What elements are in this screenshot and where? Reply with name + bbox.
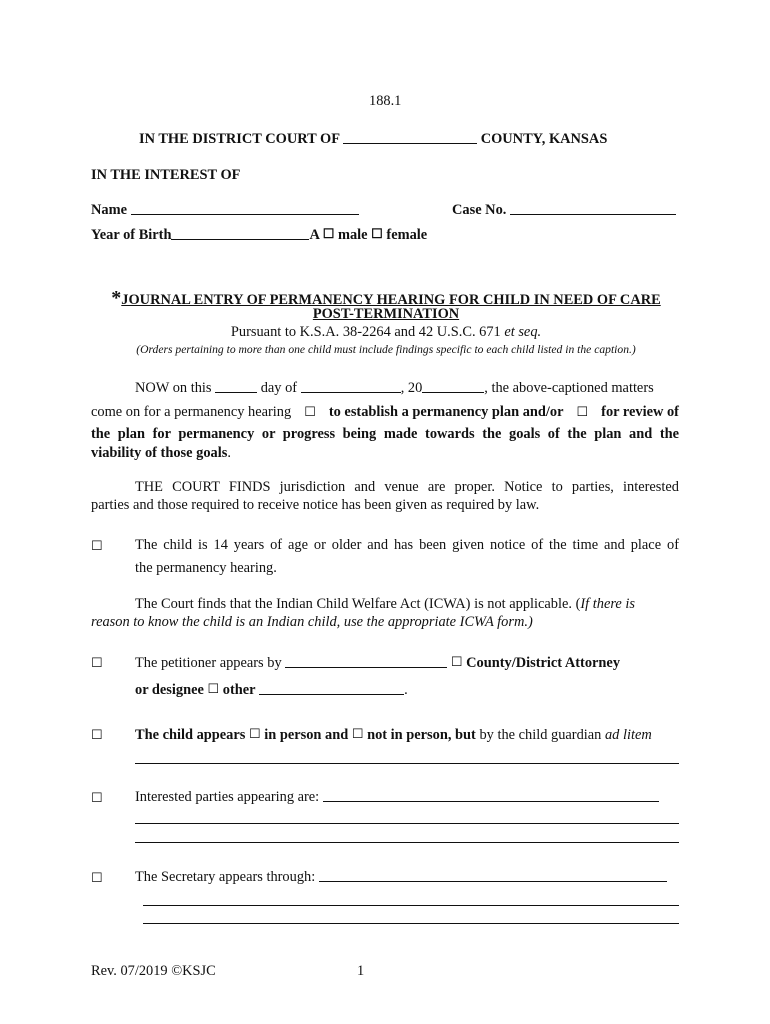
now-text: NOW on this [135, 380, 212, 396]
court-finds-line-1: THE COURT FINDS jurisdiction and venue are proper. Notice to parties, interested [135, 479, 679, 495]
female-checkbox[interactable]: ☐ [371, 226, 383, 241]
interested-parties-field[interactable] [323, 801, 659, 802]
child-14-line-2: the permanency hearing. [135, 560, 277, 576]
year-prefix-text: , 20 [400, 380, 423, 396]
county-attorney-label: County/District Attorney [466, 655, 621, 671]
not-in-person-text: not in person, but [367, 727, 476, 743]
male-checkbox[interactable]: ☐ [322, 226, 335, 241]
child-14-checkbox[interactable]: ☐ [91, 538, 103, 553]
interested-parties-blank-line-1[interactable] [135, 823, 679, 824]
day-of-text: day of [260, 380, 298, 396]
petitioner-line-1 [135, 654, 620, 672]
child-14-line-1: The child is 14 years of age or older and has been given notice of the time and place of [135, 537, 679, 553]
pursuant-text: Pursuant to K.S.A. 38-2264 and 42 U.S.C. 671 [230, 324, 501, 340]
viability-period: . [227, 445, 231, 461]
year-field[interactable] [422, 392, 484, 393]
child-appears-blank-line[interactable] [135, 763, 679, 764]
footer-revision: Rev. 07/2019 ©KSJC [91, 963, 216, 979]
court-header [139, 131, 607, 148]
icwa-text: The Court finds that the Indian Child Welfare Act (ICWA) is not applicable. ( [135, 596, 581, 612]
child-appears-text: The child appears [135, 727, 246, 743]
review-plan-text: for review of [601, 404, 679, 420]
year-of-birth-row [91, 226, 427, 244]
case-no-field[interactable] [510, 214, 676, 215]
name-row [91, 202, 359, 219]
in-person-text: in person and [264, 727, 349, 743]
viability-text: viability of those goals [91, 445, 228, 461]
footer-page-number: 1 [357, 963, 365, 979]
title-asterisk: * [111, 287, 122, 309]
title-line-1: JOURNAL ENTRY OF PERMANENCY HEARING FOR CHILD IN NEED OF CARE [121, 292, 661, 308]
icwa-italic-1: If there is [580, 596, 635, 612]
secretary-checkbox[interactable]: ☐ [91, 870, 103, 885]
title-line-2: POST-TERMINATION [312, 306, 460, 322]
petitioner-checkbox[interactable]: ☐ [91, 655, 103, 670]
child-appears-line [135, 726, 652, 744]
now-line-1 [135, 380, 654, 397]
interested-parties-line [135, 789, 659, 806]
case-no-row [452, 202, 676, 219]
interested-parties-label: Interested parties appearing are: [135, 789, 320, 805]
now-line-3: the plan for permanency or progress being made towards the goals of the plan and the [91, 426, 679, 442]
county-attorney-checkbox[interactable]: ☐ [450, 654, 463, 669]
other-label: other [222, 682, 256, 698]
child-appears-checkbox[interactable]: ☐ [91, 727, 103, 742]
petitioner-field[interactable] [285, 667, 447, 668]
county-blank[interactable] [343, 143, 477, 144]
ad-litem-text: ad litem [604, 727, 652, 743]
hearing-text: come on for a permanency hearing [91, 404, 292, 420]
secretary-label: The Secretary appears through: [135, 869, 316, 885]
establish-plan-checkbox[interactable]: ☐ [304, 404, 316, 419]
secretary-field[interactable] [319, 881, 667, 882]
in-person-checkbox[interactable]: ☐ [248, 726, 261, 741]
now-line-4 [91, 445, 231, 462]
other-field[interactable] [259, 694, 404, 695]
captioned-text: , the above-captioned matters [484, 380, 654, 396]
review-plan-checkbox[interactable]: ☐ [576, 404, 589, 419]
court-finds-line-2: parties and those required to receive notice has been given as required by law. [91, 497, 540, 513]
guardian-text: by the child guardian [479, 727, 602, 743]
male-label: male [337, 227, 368, 243]
interest-of-heading: IN THE INTEREST OF [91, 167, 241, 183]
court-prefix: IN THE DISTRICT COURT OF [139, 131, 340, 147]
establish-plan-text: to establish a permanency plan and/or [328, 404, 564, 420]
interested-parties-blank-line-2[interactable] [135, 842, 679, 843]
petitioner-line-2 [135, 681, 408, 699]
form-number: 188.1 [369, 93, 402, 109]
month-field[interactable] [301, 392, 401, 393]
designee-label: or designee [135, 682, 204, 698]
icwa-line-1 [135, 596, 635, 613]
petitioner-label: The petitioner appears by [135, 655, 282, 671]
court-suffix: COUNTY, KANSAS [480, 131, 608, 147]
year-of-birth-field[interactable] [171, 239, 309, 240]
name-label: Name [91, 202, 127, 218]
secretary-blank-line-2[interactable] [143, 923, 679, 924]
icwa-line-2: reason to know the child is an Indian child, use the appropriate ICWA form.) [91, 614, 533, 630]
other-checkbox[interactable]: ☐ [207, 681, 220, 696]
pursuant-italic: et seq. [504, 324, 542, 340]
secretary-line [135, 869, 667, 886]
case-no-label: Case No. [452, 202, 507, 218]
secretary-blank-line-1[interactable] [143, 905, 679, 906]
not-in-person-checkbox[interactable]: ☐ [351, 726, 364, 741]
female-label: female [386, 227, 428, 243]
day-field[interactable] [215, 392, 257, 393]
gender-prefix: A [309, 227, 320, 243]
year-of-birth-label: Year of Birth [91, 227, 172, 243]
interested-parties-checkbox[interactable]: ☐ [91, 790, 103, 805]
now-line-2 [91, 404, 679, 421]
title-pursuant [96, 324, 676, 341]
name-field[interactable] [131, 214, 359, 215]
other-period: . [404, 682, 408, 698]
title-note: (Orders pertaining to more than one child must include findings specific to each child listed in the caption.) [136, 343, 636, 356]
